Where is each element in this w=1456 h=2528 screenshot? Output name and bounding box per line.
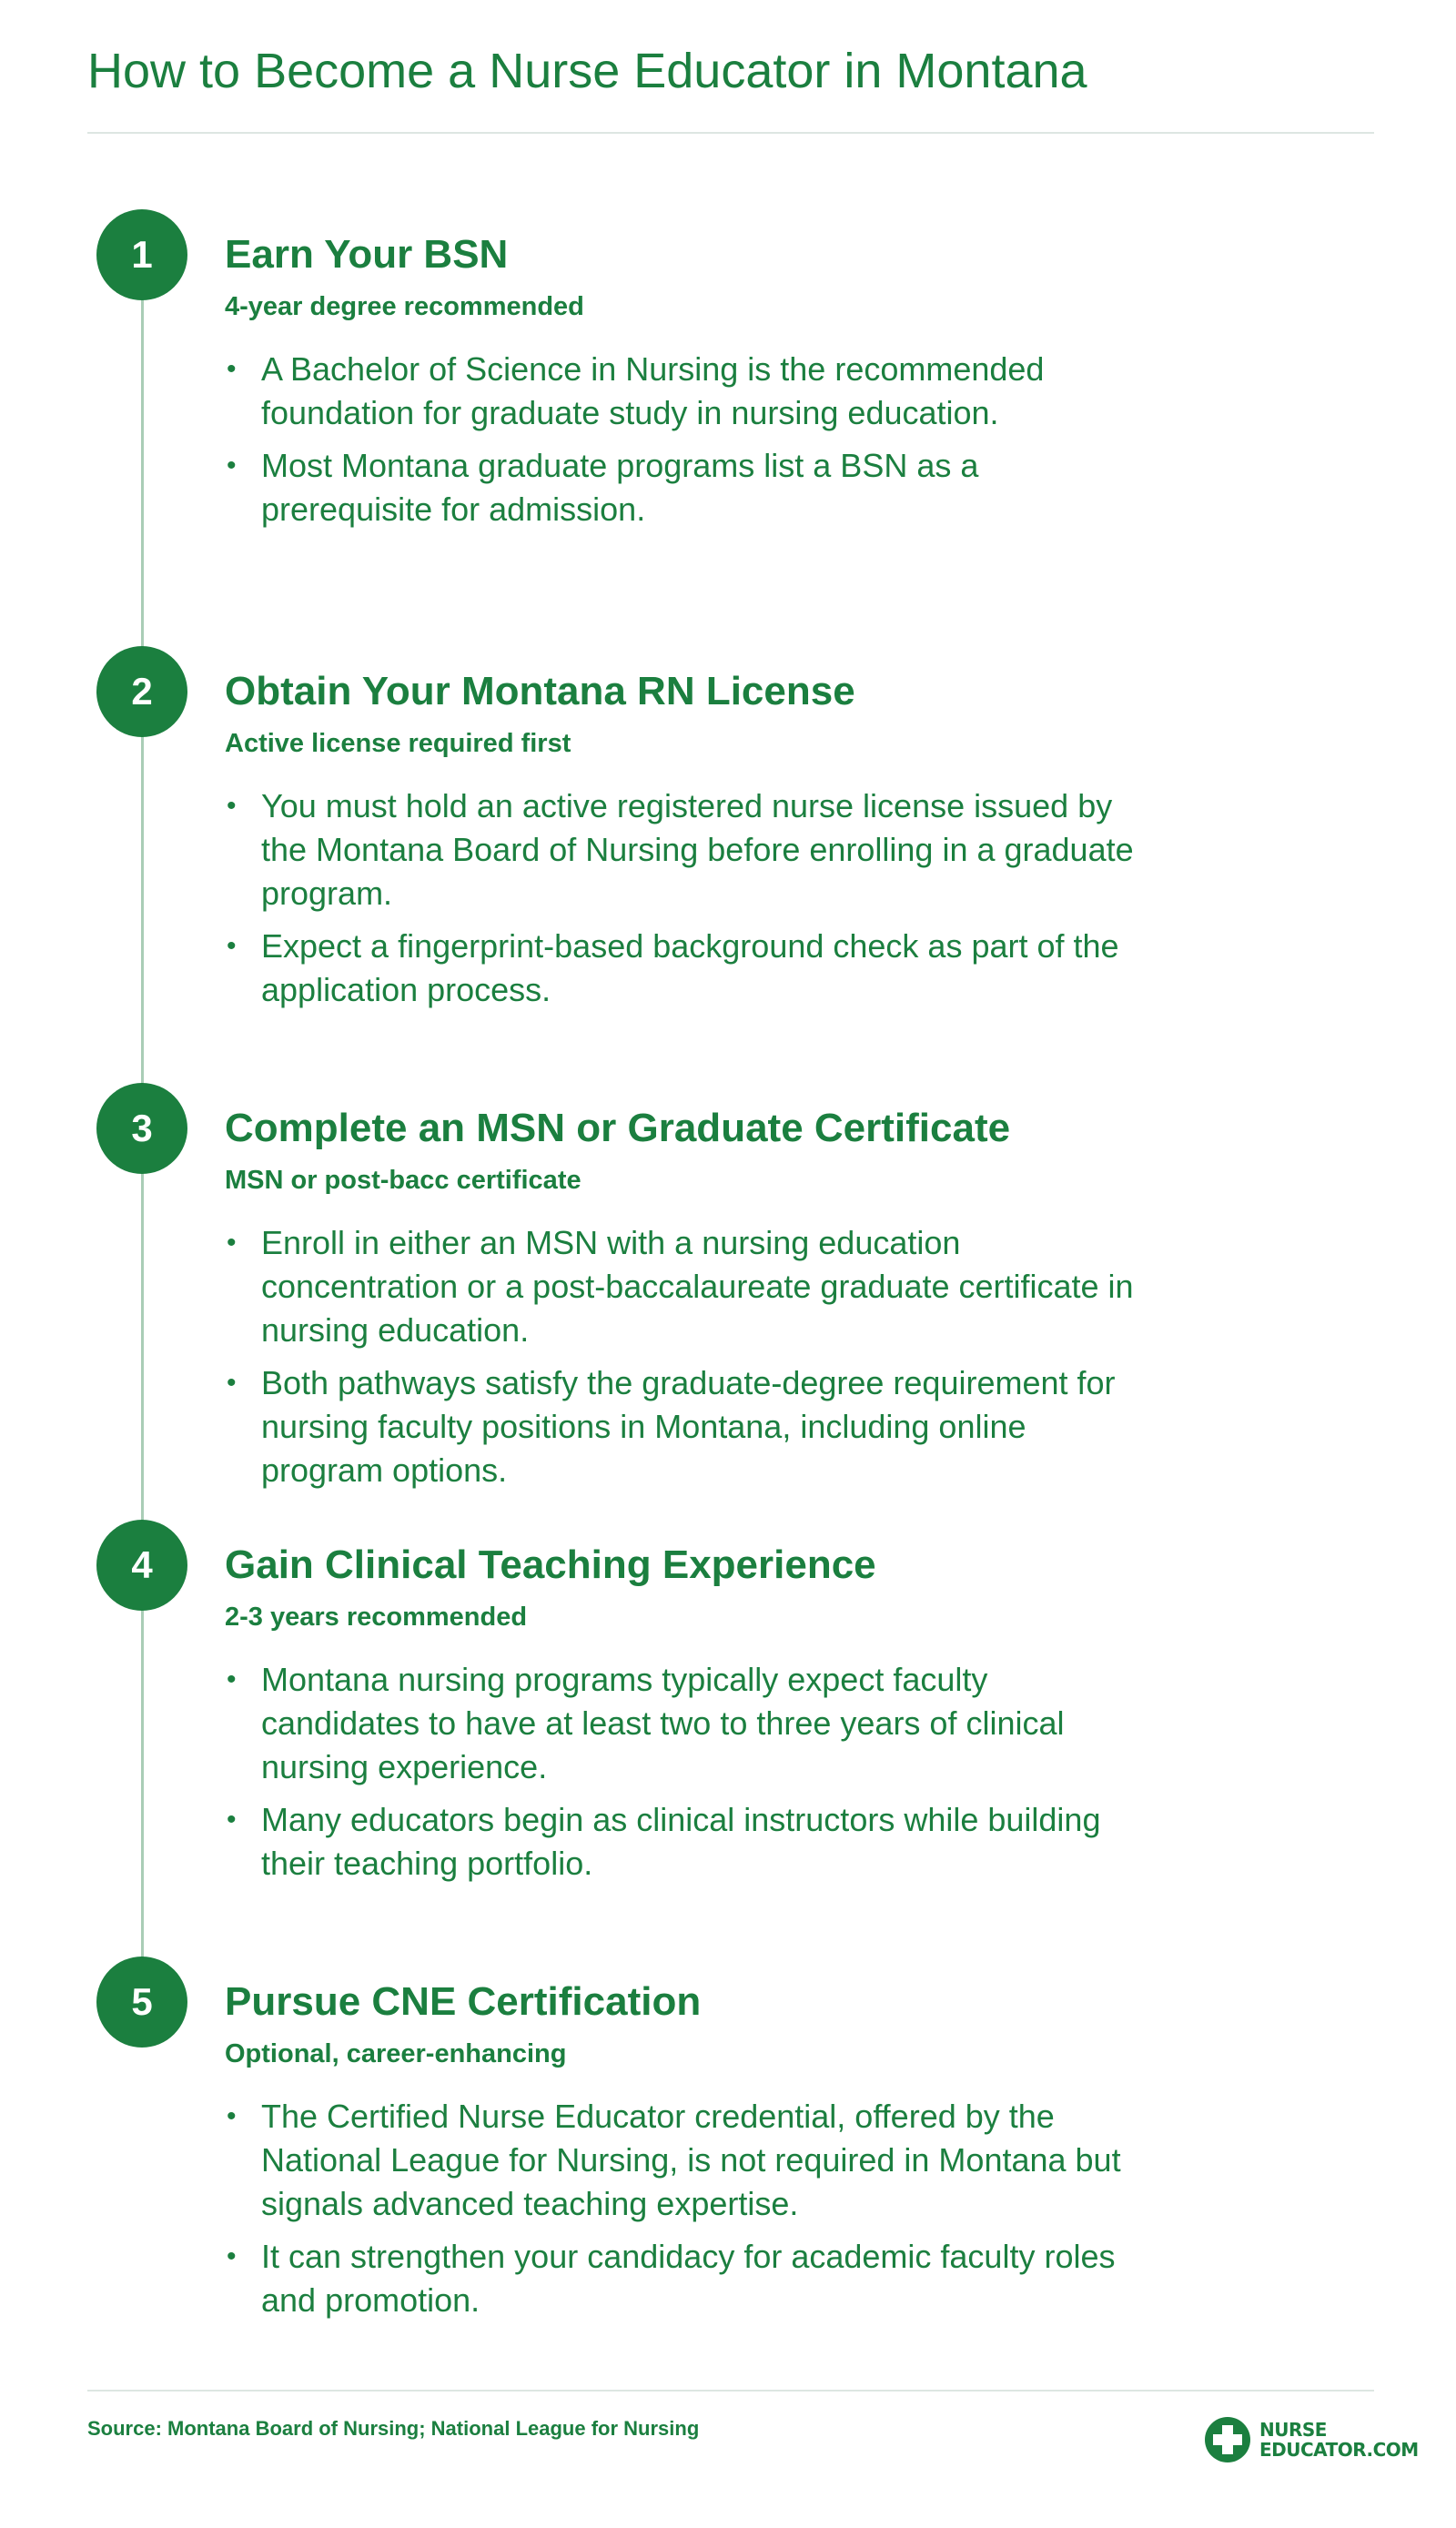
step-subtitle: Active license required first: [225, 729, 571, 758]
step-title: Gain Clinical Teaching Experience: [225, 1542, 876, 1587]
bullet-dot-icon: •: [227, 931, 237, 961]
step-number-badge: 1: [96, 209, 187, 300]
step-number-badge: 5: [96, 1957, 187, 2048]
bullet-item: [225, 784, 1135, 915]
bullet-dot-icon: •: [227, 1228, 237, 1258]
bullet-item: [225, 348, 1135, 435]
step-subtitle: 4-year degree recommended: [225, 292, 584, 321]
bullet-text: Expect a fingerprint-based background check as part of the application process.: [261, 927, 1119, 1008]
bullet-dot-icon: •: [227, 791, 237, 821]
bullet-text: Many educators begin as clinical instructors while building their teaching portfolio.: [261, 1801, 1101, 1882]
bullet-text: A Bachelor of Science in Nursing is the recommended foundation for graduate study in nursing education.: [261, 350, 1045, 431]
bullet-text: Montana nursing programs typically expect faculty candidates to have at least two to three years of clinical nursing experience.: [261, 1661, 1065, 1785]
bullet-dot-icon: •: [227, 450, 237, 480]
step-bullet-list: [225, 2095, 1135, 2331]
step-bullet-list: [225, 784, 1135, 1021]
bullet-item: [225, 925, 1135, 1012]
bullet-item: [225, 1798, 1135, 1886]
step-title: Complete an MSN or Graduate Certificate: [225, 1106, 1011, 1150]
footer-divider: [87, 2390, 1374, 2391]
bullet-item: [225, 2095, 1135, 2226]
bullet-item: [225, 1361, 1135, 1492]
step-title: Earn Your BSN: [225, 232, 509, 277]
bullet-text: The Certified Nurse Educator credential, offered by the National League for Nursing, is not required in Montana but signals advanced teaching expertise.: [261, 2098, 1121, 2222]
bullet-item: [225, 1221, 1135, 1352]
step-bullet-list: [225, 1658, 1135, 1895]
logo-line-1: NURSE: [1259, 2419, 1327, 2441]
bullet-dot-icon: •: [227, 2241, 237, 2271]
bullet-text: It can strengthen your candidacy for academic faculty roles and promotion.: [261, 2238, 1116, 2319]
step-subtitle: Optional, career-enhancing: [225, 2039, 567, 2068]
bullet-dot-icon: •: [227, 354, 237, 384]
bullet-dot-icon: •: [227, 2101, 237, 2131]
step-title: Pursue CNE Certification: [225, 1979, 702, 2024]
bullet-item: [225, 1658, 1135, 1789]
bullet-dot-icon: •: [227, 1805, 237, 1835]
step-bullet-list: [225, 1221, 1135, 1502]
page-title: How to Become a Nurse Educator in Montana: [87, 44, 1087, 98]
logo-line-2: EDUCATOR.COM: [1259, 2439, 1419, 2461]
bullet-text: You must hold an active registered nurse license issued by the Montana Board of Nursing before enrolling in a graduate program.: [261, 787, 1134, 912]
bullet-item: [225, 444, 1135, 531]
bullet-text: Both pathways satisfy the graduate-degree requirement for nursing faculty positions in Montana, including online program options.: [261, 1364, 1116, 1489]
bullet-text: Enroll in either an MSN with a nursing education concentration or a post-baccalaureate graduate certificate in nursing education.: [261, 1224, 1134, 1349]
header-divider: [87, 132, 1374, 134]
bullet-text: Most Montana graduate programs list a BSN as a prerequisite for admission.: [261, 447, 979, 528]
step-bullet-list: [225, 348, 1135, 541]
logo-wordmark: [1259, 2420, 1419, 2460]
step-number-badge: 4: [96, 1520, 187, 1611]
step-number-badge: 2: [96, 646, 187, 737]
bullet-dot-icon: •: [227, 1664, 237, 1694]
bullet-item: [225, 2235, 1135, 2322]
step-number-badge: 3: [96, 1083, 187, 1174]
bullet-dot-icon: •: [227, 1368, 237, 1398]
medical-cross-icon: [1203, 2415, 1252, 2464]
brand-logo: [1203, 2412, 1419, 2467]
step-title: Obtain Your Montana RN License: [225, 669, 855, 713]
step-subtitle: MSN or post-bacc certificate: [225, 1166, 581, 1195]
step-subtitle: 2-3 years recommended: [225, 1603, 528, 1632]
source-note: Source: Montana Board of Nursing; National League for Nursing: [87, 2417, 700, 2440]
